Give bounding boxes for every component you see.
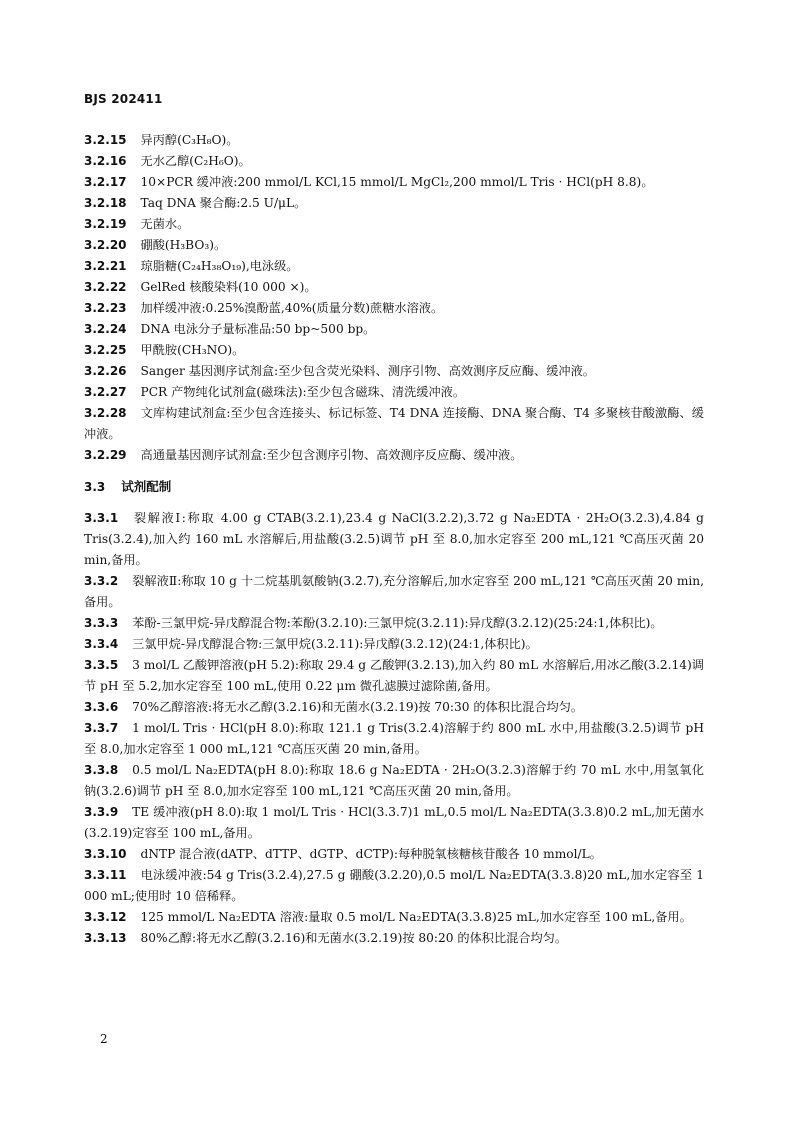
clause-number: 3.3.7 (84, 721, 119, 735)
document-code: BJS 202411 (84, 92, 163, 106)
clause-item (84, 403, 704, 445)
clause-text: 高通量基因测序试剂盒:至少包含测序引物、高效测序反应酶、缓冲液。 (140, 448, 523, 462)
clause-number: 3.2.17 (84, 175, 127, 189)
clause-number: 3.3.8 (84, 763, 119, 777)
clause-text: 苯酚-三氯甲烷-异戊醇混合物:苯酚(3.2.10):三氯甲烷(3.2.11):异戊醇(3.2.12)(25:24:1,体积比)。 (132, 616, 663, 630)
section-number: 3.3 (84, 480, 106, 494)
clause-item (84, 508, 704, 571)
clause-text: PCR 产物纯化试剂盒(磁珠法):至少包含磁珠、清洗缓冲液。 (140, 385, 466, 399)
clause-text: 三氯甲烷-异戊醇混合物:三氯甲烷(3.2.11):异戊醇(3.2.12)(24:1,体积比)。 (132, 637, 538, 651)
preparation-list (84, 508, 704, 949)
clause-text: Taq DNA 聚合酶:2.5 U/μL。 (140, 196, 307, 210)
clause-number: 3.2.18 (84, 196, 127, 210)
clause-item (84, 172, 704, 193)
clause-number: 3.2.29 (84, 448, 127, 462)
clause-item (84, 571, 704, 613)
clause-text: 裂解液Ⅱ:称取 10 g 十二烷基肌氨酸钠(3.2.7),充分溶解后,加水定容至 200 mL,121 ℃高压灭菌 20 min,备用。 (84, 574, 704, 609)
clause-item (84, 445, 704, 466)
clause-text: 硼酸(H₃BO₃)。 (140, 238, 227, 252)
clause-text: dNTP 混合液(dATP、dTTP、dGTP、dCTP):每种脱氧核糖核苷酸各 10 mmol/L。 (140, 847, 602, 861)
page-number: 2 (100, 1032, 108, 1046)
clause-number: 3.2.19 (84, 217, 127, 231)
clause-item (84, 907, 704, 928)
clause-item (84, 193, 704, 214)
clause-number: 3.3.11 (84, 868, 127, 882)
clause-number: 3.3.5 (84, 658, 119, 672)
clause-text: 琼脂糖(C₂₄H₃₈O₁₉),电泳级。 (140, 259, 299, 273)
clause-number: 3.2.24 (84, 322, 127, 336)
clause-item (84, 235, 704, 256)
clause-item (84, 319, 704, 340)
clause-number: 3.3.10 (84, 847, 127, 861)
clause-item (84, 613, 704, 634)
clause-item (84, 655, 704, 697)
clause-number: 3.3.9 (84, 805, 119, 819)
clause-number: 3.2.22 (84, 280, 127, 294)
clause-text: 10×PCR 缓冲液:200 mmol/L KCl,15 mmol/L MgCl₂,200 mmol/L Tris · HCl(pH 8.8)。 (140, 175, 654, 189)
clause-number: 3.2.27 (84, 385, 127, 399)
clause-item (84, 697, 704, 718)
clause-number: 3.3.3 (84, 616, 119, 630)
clause-text: GelRed 核酸染料(10 000 ×)。 (140, 280, 317, 294)
clause-number: 3.2.20 (84, 238, 127, 252)
clause-text: 甲酰胺(CH₃NO)。 (140, 343, 245, 357)
clause-item (84, 277, 704, 298)
clause-number: 3.2.23 (84, 301, 127, 315)
clause-text: 1 mol/L Tris · HCl(pH 8.0):称取 121.1 g Tris(3.2.4)溶解于约 800 mL 水中,用盐酸(3.2.5)调节 pH 至 8.0,加水定容至 1 000 mL,121 ℃高压灭菌 20 min,备用。 (84, 721, 704, 756)
clause-item (84, 256, 704, 277)
clause-text: TE 缓冲液(pH 8.0):取 1 mol/L Tris · HCl(3.3.7)1 mL,0.5 mol/L Na₂EDTA(3.3.8)0.2 mL,加无菌水(3.2.19)定容至 100 mL,备用。 (84, 805, 704, 840)
clause-text: 3 mol/L 乙酸钾溶液(pH 5.2):称取 29.4 g 乙酸钾(3.2.13),加入约 80 mL 水溶解后,用冰乙酸(3.2.14)调节 pH 至 5.2,加水定容至 100 mL,使用 0.22 μm 微孔滤膜过滤除菌,备用。 (84, 658, 704, 693)
clause-text: 80%乙醇:将无水乙醇(3.2.16)和无菌水(3.2.19)按 80:20 的体积比混合均匀。 (140, 931, 568, 945)
clause-number: 3.3.4 (84, 637, 119, 651)
clause-number: 3.3.6 (84, 700, 119, 714)
clause-number: 3.2.15 (84, 133, 127, 147)
clause-number: 3.2.25 (84, 343, 127, 357)
document-body (84, 130, 704, 949)
clause-item (84, 382, 704, 403)
clause-item (84, 361, 704, 382)
clause-number: 3.3.2 (84, 574, 119, 588)
clause-item (84, 865, 704, 907)
clause-number: 3.2.26 (84, 364, 127, 378)
clause-text: DNA 电泳分子量标准品:50 bp~500 bp。 (140, 322, 376, 336)
clause-number: 3.3.13 (84, 931, 127, 945)
clause-text: 0.5 mol/L Na₂EDTA(pH 8.0):称取 18.6 g Na₂EDTA · 2H₂O(3.2.3)溶解于约 70 mL 水中,用氢氧化钠(3.2.6)调节 pH 至 8.0,加水定容至 100 mL,121 ℃高压灭菌 20 min,备用。 (84, 763, 704, 798)
clause-text: 异丙醇(C₃H₈O)。 (140, 133, 239, 147)
clause-text: 70%乙醇溶液:将无水乙醇(3.2.16)和无菌水(3.2.19)按 70:30 的体积比混合均匀。 (132, 700, 584, 714)
clause-item (84, 634, 704, 655)
clause-text: 125 mmol/L Na₂EDTA 溶液:量取 0.5 mol/L Na₂EDTA(3.3.8)25 mL,加水定容至 100 mL,备用。 (140, 910, 692, 924)
section-heading (84, 476, 704, 498)
clause-number: 3.2.28 (84, 406, 127, 420)
clause-item (84, 844, 704, 865)
clause-text: 裂解液Ⅰ:称取 4.00 g CTAB(3.2.1),23.4 g NaCl(3.2.2),3.72 g Na₂EDTA · 2H₂O(3.2.3),4.84 g Tris(3.2.4),加入约 160 mL 水溶解后,用盐酸(3.2.5)调节 pH 至 8.0,加水定容至 200 mL,121 ℃高压灭菌 20 min,备用。 (84, 511, 704, 567)
clause-text: 无菌水。 (140, 217, 190, 231)
clause-text: Sanger 基因测序试剂盒:至少包含荧光染料、测序引物、高效测序反应酶、缓冲液。 (140, 364, 595, 378)
clause-text: 加样缓冲液:0.25%溴酚蓝,40%(质量分数)蔗糖水溶液。 (140, 301, 444, 315)
section-title: 试剂配制 (121, 479, 172, 494)
clause-number: 3.2.16 (84, 154, 127, 168)
clause-item (84, 802, 704, 844)
reagent-list (84, 130, 704, 466)
clause-number: 3.2.21 (84, 259, 127, 273)
clause-item (84, 298, 704, 319)
clause-number: 3.3.1 (84, 511, 119, 525)
clause-item (84, 928, 704, 949)
clause-text: 电泳缓冲液:54 g Tris(3.2.4),27.5 g 硼酸(3.2.20),0.5 mol/L Na₂EDTA(3.3.8)20 mL,加水定容至 1 000 mL;使用时 10 倍稀释。 (84, 868, 704, 903)
clause-item (84, 760, 704, 802)
clause-number: 3.3.12 (84, 910, 127, 924)
clause-item (84, 151, 704, 172)
clause-text: 文库构建试剂盒:至少包含连接头、标记标签、T4 DNA 连接酶、DNA 聚合酶、T4 多聚核苷酸激酶、缓冲液。 (84, 406, 704, 441)
clause-item (84, 214, 704, 235)
clause-item (84, 718, 704, 760)
clause-item (84, 340, 704, 361)
clause-text: 无水乙醇(C₂H₆O)。 (140, 154, 251, 168)
clause-item (84, 130, 704, 151)
